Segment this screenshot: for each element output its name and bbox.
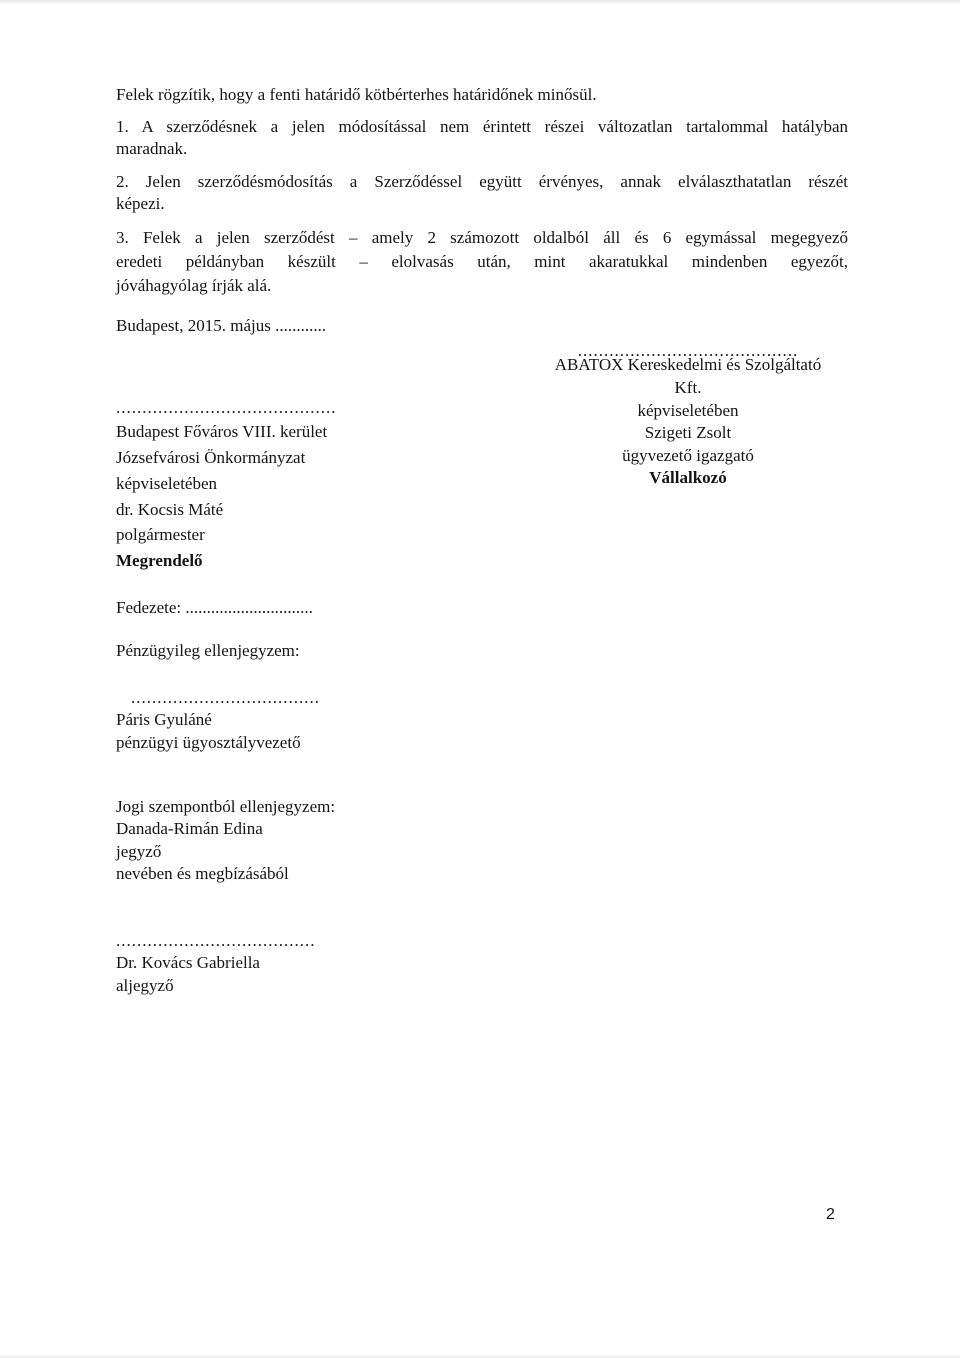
clause-3-line-3: jóváhagyólag írják alá. [116, 276, 272, 295]
contractor-representation: képviseletében [637, 401, 739, 420]
scan-edge-top [0, 0, 960, 5]
client-signature-line: .......................................... [116, 398, 337, 417]
legal-on-behalf: nevében és megbízásából [116, 864, 289, 883]
clause-3 [116, 226, 848, 298]
legal-signer-title: aljegyző [116, 976, 174, 995]
legal-notary-title: jegyző [116, 842, 162, 861]
financial-countersign-label: Pénzügyileg ellenjegyzem: [116, 641, 300, 660]
financial-signature-line: .................................... [131, 688, 320, 707]
scan-edge-bottom [0, 1354, 960, 1358]
clause-1-line-2: maradnak. [116, 139, 188, 158]
contractor-role: Vállalkozó [649, 468, 727, 487]
clause-1 [116, 116, 848, 160]
clause-2-line-1: 2. Jelen szerződésmódosítás a Szerződéssel együtt érvényes, annak elválaszthatatlan részét [116, 172, 848, 191]
legal-signature-line: ...................................... [116, 931, 316, 950]
clause-3-line-2: eredeti példányban készült – elolvasás után, mint akaratukkal mindenben egyezőt, [116, 252, 848, 271]
clause-2 [116, 171, 848, 215]
legal-countersign-label: Jogi szempontból ellenjegyzem: [116, 797, 336, 816]
client-signatory-name: dr. Kocsis Máté [116, 500, 224, 519]
contractor-signature-line: .......................................... [577, 341, 799, 360]
legal-notary-name: Danada-Rimán Edina [116, 819, 263, 838]
contractor-signatory-name: Szigeti Zsolt [644, 423, 732, 442]
coverage-line: Fedezete: .............................. [116, 598, 313, 617]
clause-1-line-1: 1. A szerződésnek a jelen módosítással nem érintett részei változatlan tartalommal hatályban [116, 117, 848, 136]
legal-signer-name: Dr. Kovács Gabriella [116, 953, 260, 972]
financial-signatory-title: pénzügyi ügyosztályvezető [116, 733, 301, 752]
client-line-2: Józsefvárosi Önkormányzat [116, 448, 306, 467]
intro-paragraph: Felek rögzítik, hogy a fenti határidő kötbérterhes határidőnek minősül. [116, 85, 597, 104]
client-representation: képviseletében [116, 474, 218, 493]
client-role: Megrendelő [116, 551, 203, 570]
clause-3-line-1: 3. Felek a jelen szerződést – amely 2 számozott oldalból áll és 6 egymással megegyező [116, 228, 848, 247]
client-line-1: Budapest Főváros VIII. kerület [116, 422, 328, 441]
client-signatory-title: polgármester [116, 525, 205, 544]
contractor-company-line-2: Kft. [674, 378, 702, 397]
clause-2-line-2: képezi. [116, 194, 165, 213]
financial-signatory-name: Páris Gyuláné [116, 710, 212, 729]
contractor-company-line-1: ABATOX Kereskedelmi és Szolgáltató [554, 355, 822, 374]
page-number: 2 [826, 1206, 835, 1223]
contractor-signatory-title: ügyvezető igazgató [622, 446, 754, 465]
place-and-date: Budapest, 2015. május ............ [116, 316, 327, 335]
